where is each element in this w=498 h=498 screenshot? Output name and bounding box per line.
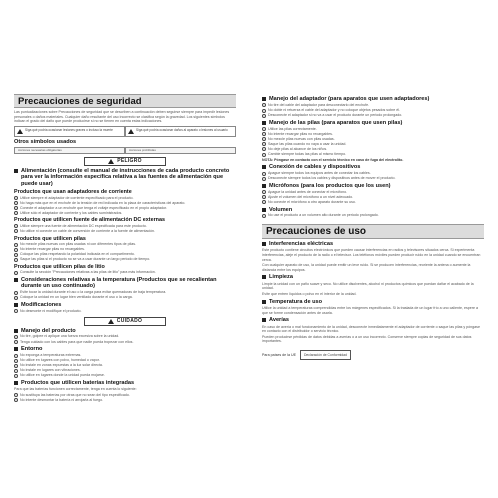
list-item [14, 211, 236, 216]
list-item [14, 201, 236, 206]
prohibited-icon [262, 137, 266, 141]
list-item [14, 340, 236, 345]
list-item-text: Saque las pilas cuando no vaya a usar la unidad. [268, 141, 347, 146]
list-item [262, 108, 484, 113]
dc-products-title: Productos que utilicen fuente de alimentación DC externas [14, 217, 165, 224]
list-item-text: No exponga a temperaturas extremas. [20, 353, 82, 358]
eu-note [262, 350, 484, 360]
list-item-text: Utilice siempre el adaptador de corriente especificado para el producto. [20, 195, 134, 200]
prohibited-icon [14, 309, 18, 313]
list-item-text: No sustituya las baterías por otras que no sean del tipo especificado. [20, 392, 130, 397]
list-item [14, 224, 236, 229]
eu-note-label: Para países de la UE [262, 352, 296, 357]
battery-handling-heading-text: Manejo de las pilas (para aparatos que usen pilas) [269, 119, 403, 126]
adapter-handling-heading-text: Manejo del adaptador (para aparatos que usen adaptadores) [269, 96, 430, 102]
malfunctions-heading-text: Averías [269, 317, 290, 324]
modifications-heading [14, 302, 236, 308]
cuidado-label [84, 317, 166, 326]
peligro-label [84, 157, 166, 166]
list-item [14, 206, 236, 211]
bullet-square-icon [262, 208, 266, 212]
prohibited-icon [14, 243, 18, 247]
list-item-text: No instale en lugares con vibraciones. [20, 368, 81, 373]
right-column [262, 94, 484, 360]
list-item [262, 152, 484, 157]
bullet-square-icon [262, 97, 266, 101]
mandatory-icon [262, 114, 266, 118]
environment-heading-text: Entorno [21, 346, 43, 353]
handling-heading [14, 328, 236, 334]
mandatory-icon [14, 253, 18, 257]
power-heading [14, 168, 236, 187]
list-item-text: No use el producto a un volumen alto durante un periodo prolongado. [268, 213, 379, 218]
other-symbols-heading: Otros símbolos usados [14, 138, 77, 145]
bullet-square-icon [14, 303, 18, 307]
list-item [14, 257, 236, 262]
connections-heading [262, 164, 484, 170]
list-item [262, 147, 484, 152]
list-item [14, 247, 236, 252]
list-item [14, 368, 236, 373]
bullet-square-icon [14, 381, 18, 385]
bullet-square-icon [262, 275, 266, 279]
list-item-text: No deje pilas al alcance de los niños. [268, 146, 328, 151]
usage-title: Precauciones de uso [266, 226, 367, 238]
safety-title-bar [14, 94, 236, 108]
list-item [14, 295, 236, 300]
list-item-text: No intente desmontar la batería ni arrojarla al fuego. [20, 397, 104, 402]
caution-triangle-icon [108, 319, 114, 324]
bullet-square-icon [262, 300, 266, 304]
symbol-warning-text: Siga qué podría ocasionar lesiones graves o incluso la muerte [25, 128, 113, 133]
list-item [262, 213, 484, 218]
bullet-square-icon [14, 278, 18, 282]
modifications-heading-text: Modificaciones [21, 302, 62, 309]
bullet-square-icon [262, 242, 266, 246]
list-item-text: No tire, golpee ni aplique una fuerza excesiva sobre la unidad. [20, 334, 120, 339]
mandatory-icon [262, 172, 266, 176]
safety-title: Precauciones de seguridad [18, 95, 142, 107]
list-item-text: Utilice sólo el adaptador de corriente y los cables suministrados. [20, 210, 123, 215]
list-item [14, 334, 236, 339]
warning-triangle-icon [17, 129, 23, 134]
list-item-text: No haga más que en el enchufe de la tensión de red indicada en la placa de características del aparato. [20, 200, 186, 205]
list-item [262, 142, 484, 147]
cleaning-heading [262, 274, 484, 280]
left-column [14, 94, 236, 402]
caution-icon [14, 291, 18, 295]
mandatory-icon [262, 195, 266, 199]
prohibited-icon [14, 248, 18, 252]
list-item-text: No utilice ni conecte un cable de conversión de corriente a la fuente de alimentación. [20, 228, 156, 233]
lithium-products-title: Productos que utilicen pilas de litio [14, 263, 105, 270]
prohibited-icon [14, 354, 18, 358]
operating-temperature-text: Utilice la unidad a temperaturas comprendidas entre los márgenes especificados. Si la traslada de un lugar frío a uno caliente, espere a que se forme condensación antes de usarla. [262, 306, 478, 315]
list-item [262, 200, 484, 205]
interference-text: Este producto contiene circuitos electrónicos que pueden causar interferencias en radios y televisores situados cerca. Si experimenta interferencias, aleje el producto de la radio o el televisor. Los teléfonos móviles pueden producir ruido en la unidad cuando se encuentran cerca. [262, 248, 481, 262]
volume-heading [262, 207, 484, 213]
list-item [262, 137, 484, 142]
integrated-battery-heading-text: Productos que utilicen baterías integradas [21, 380, 135, 386]
power-heading-text: Alimentación (consulte el manual de instrucciones de cada producto concreto para ver la información específica relativa a las fuentes de alimentación que puede usar) [21, 167, 230, 187]
mandatory-icon [14, 211, 18, 215]
mandatory-icon [14, 206, 18, 210]
symbol-caution-text: Siga qué podría ocasionar daños al aparato o lesiones al usuario [136, 128, 228, 133]
list-item-text: No mezcle pilas nuevas con pilas usadas ni con diferentes tipos de pilas. [20, 242, 137, 247]
list-item [262, 176, 484, 181]
list-item [14, 398, 236, 403]
list-item-text: Cambie siempre todas las pilas al mismo tiempo. [268, 152, 347, 157]
prohibited-icon [14, 374, 18, 378]
list-item-text: No utilice en lugares donde la unidad pueda mojarse. [20, 373, 105, 378]
symbol-caution-cell [125, 126, 236, 137]
battery-products-title: Productos que utilicen pilas [14, 235, 86, 242]
volume-heading-text: Volumen [269, 206, 293, 213]
cleaning-heading-text: Limpieza [269, 274, 293, 281]
prohibited-icon [262, 132, 266, 136]
list-item-text: Tenga cuidado con los cables para que nadie pueda tropezar con ellos. [20, 339, 134, 344]
list-item [14, 309, 236, 314]
list-item [262, 113, 484, 118]
integrated-battery-intro: Para que las baterías funcionen correctamente, tenga en cuenta lo siguiente: [14, 387, 137, 392]
bullet-square-icon [14, 329, 18, 333]
bullet-square-icon [262, 318, 266, 322]
adapter-products-title: Productos que usan adaptadores de corriente [14, 189, 132, 195]
list-item [262, 190, 484, 195]
list-item [14, 270, 236, 275]
peligro-text: PELIGRO [117, 158, 142, 165]
list-item-text: Desconecte siempre todos los cables y dispositivos antes de mover el producto. [268, 176, 396, 181]
list-item [14, 252, 236, 257]
prohibited-icon [262, 103, 266, 107]
mandatory-icon [262, 127, 266, 131]
list-item [14, 242, 236, 247]
adapter-handling-heading [262, 96, 484, 102]
mandatory-icon [14, 340, 18, 344]
bullet-square-icon [262, 165, 266, 169]
list-item [262, 195, 484, 200]
interference-heading [262, 241, 484, 247]
list-item-text: Consulte la sección "Precauciones relativas a las pilas de litio" para más información. [20, 270, 156, 275]
list-item-text: Ajuste el volumen del micrófono a un nivel adecuado. [268, 194, 354, 199]
list-item-text: Apague siempre todos los equipos antes de conectar los cables. [268, 171, 371, 176]
environment-heading [14, 346, 236, 352]
microphones-heading-text: Micrófonos (para los productos que los usen) [269, 182, 391, 189]
mandatory-actions-cell: Acciones necesarias obligatorias [14, 147, 125, 154]
mandatory-icon [262, 190, 266, 194]
battery-handling-heading [262, 120, 484, 126]
mandatory-icon [14, 258, 18, 262]
bullet-square-icon [14, 169, 18, 173]
operating-temperature-heading-text: Temperatura de uso [269, 298, 323, 305]
list-item-text: No intente recargar pilas no recargables. [268, 131, 333, 136]
prohibited-icon [14, 335, 18, 339]
manual-page [14, 94, 484, 477]
list-item [14, 373, 236, 378]
mandatory-icon [262, 142, 266, 146]
mandatory-icon [262, 153, 266, 157]
list-item-text: Coloque las pilas respetando la polaridad indicada en el compartimento. [20, 252, 135, 257]
battery-note: NOTA: Póngase en contacto con el servicio técnico en caso de fuga del electrolito. [262, 157, 404, 162]
list-item-text: Coloque la unidad en un lugar bien ventilado durante el uso o la carga. [20, 295, 133, 300]
prohibited-icon [262, 147, 266, 151]
malfunctions-heading [262, 317, 484, 323]
list-item [14, 229, 236, 234]
list-item-text: No instale en zonas expuestas a la luz solar directa. [20, 363, 103, 368]
prohibited-icon [262, 200, 266, 204]
prohibited-icon [14, 364, 18, 368]
list-item-text: Evite tocar la unidad durante el uso o la carga para evitar quemaduras de baja temperatura. [20, 290, 167, 295]
list-item-text: No utilice en lugares con polvo, humedad o vapor. [20, 358, 100, 363]
cuidado-text: CUIDADO [116, 318, 143, 325]
list-item [262, 171, 484, 176]
prohibited-icon [262, 214, 266, 218]
mandatory-icon [14, 196, 18, 200]
usage-title-bar [262, 224, 484, 239]
cleaning-text-2: Evite que entren líquidos o polvo en el interior de la unidad. [262, 292, 357, 296]
eu-declaration-box: Declaración de Conformidad [300, 350, 351, 360]
list-item-text: Utilice siempre una fuente de alimentación DC especificada para este producto. [20, 223, 147, 228]
list-item-text: Conecte el adaptador a un enchufe que tenga el voltaje especificado en el propio adaptador. [20, 205, 168, 210]
prohibited-icon [14, 369, 18, 373]
caution-triangle-icon [128, 129, 134, 134]
danger-triangle-icon [108, 159, 114, 164]
symbol-warning-cell [14, 126, 125, 137]
operating-temperature-heading [262, 299, 484, 305]
bullet-square-icon [14, 347, 18, 351]
list-item [14, 393, 236, 398]
integrated-battery-heading [14, 380, 236, 386]
list-item-text: Utilice las pilas correctamente. [268, 126, 317, 131]
mandatory-icon [14, 271, 18, 275]
mandatory-icon [262, 177, 266, 181]
prohibited-icon [14, 229, 18, 233]
prohibited-icon [14, 201, 18, 205]
intro-text: Las puntualizaciones sobre Precauciones de seguridad que se describen a continuación deben seguirse siempre para impedir lesiones personales o daños materiales. Cualquier daño resultante del uso incorrecto se clasifica según la gravedad. Los siguientes símbolos indican el grado del daño que puede producirse si no se tienen en cuenta estas indicaciones. [14, 110, 230, 124]
prohibited-icon [14, 359, 18, 363]
list-item [14, 363, 236, 368]
list-item [14, 290, 236, 295]
list-item-text: Saque las pilas si el producto no se va a usar durante un largo periodo de tiempo. [20, 257, 151, 262]
list-item [262, 103, 484, 108]
malfunctions-text: En caso de avería o mal funcionamiento de la unidad, desconecte inmediatamente el adaptador de corriente o saque las pilas y póngase en contacto con el distribuidor o servicio técnico. [262, 324, 480, 334]
interference-text-2: Con cualquier aparato de uso, la unidad puede emitir un leve ruido. Si se producen interferencias, reoriente la antena o aumente la distancia entre los equipos. [262, 263, 471, 272]
prohibited-actions-cell: Acciones prohibidas [125, 147, 236, 154]
bullet-square-icon [262, 184, 266, 188]
list-item-text: Desconecte el adaptador si no va a usar el producto durante un periodo prolongado. [268, 113, 403, 118]
list-item [262, 127, 484, 132]
prohibited-icon [262, 109, 266, 113]
other-symbols-bar [14, 147, 236, 154]
list-item-text: No mezcle pilas nuevas con pilas usadas. [268, 136, 335, 141]
cleaning-text: Limpie la unidad con un paño suave y seco. No utilice disolventes, alcohol ni productos químicos que puedan dañar el acabado de la unidad. [262, 281, 474, 291]
list-item-text: No conecte el micrófono a otro aparato durante su uso. [268, 199, 356, 204]
interference-heading-text: Interferencias eléctricas [269, 241, 334, 248]
symbol-table [14, 126, 236, 137]
temperature-heading-text: Consideraciones relativas a la temperatura (Productos que se recalientan durante un uso continuado) [21, 277, 217, 290]
connections-heading-text: Conexión de cables y dispositivos [269, 164, 361, 171]
list-item-text: No intente recargar pilas no recargables. [20, 247, 85, 252]
list-item-text: No desmonte ni modifique el producto. [20, 308, 82, 313]
list-item-text: No tire del cable del adaptador para desconectarlo del enchufe. [268, 102, 370, 107]
malfunctions-text-2: Pueden producirse pérdidas de datos debidas a averías o a un uso incorrecto. Conserve siempre copias de seguridad de sus datos importantes. [262, 334, 472, 344]
list-item [14, 353, 236, 358]
list-item [14, 196, 236, 201]
list-item [14, 358, 236, 363]
microphones-heading [262, 183, 484, 189]
mandatory-icon [14, 224, 18, 228]
handling-heading-text: Manejo del producto [21, 327, 76, 334]
list-item-text: Apague la unidad antes de conectar el micrófono. [268, 189, 348, 194]
mandatory-icon [14, 296, 18, 300]
list-item [262, 132, 484, 137]
bullet-square-icon [262, 121, 266, 125]
list-item-text: No doble ni retuerza el cable del adaptador y no coloque objetos pesados sobre él. [268, 108, 401, 112]
prohibited-icon [14, 393, 18, 397]
temperature-heading [14, 277, 236, 290]
prohibited-icon [14, 398, 18, 402]
